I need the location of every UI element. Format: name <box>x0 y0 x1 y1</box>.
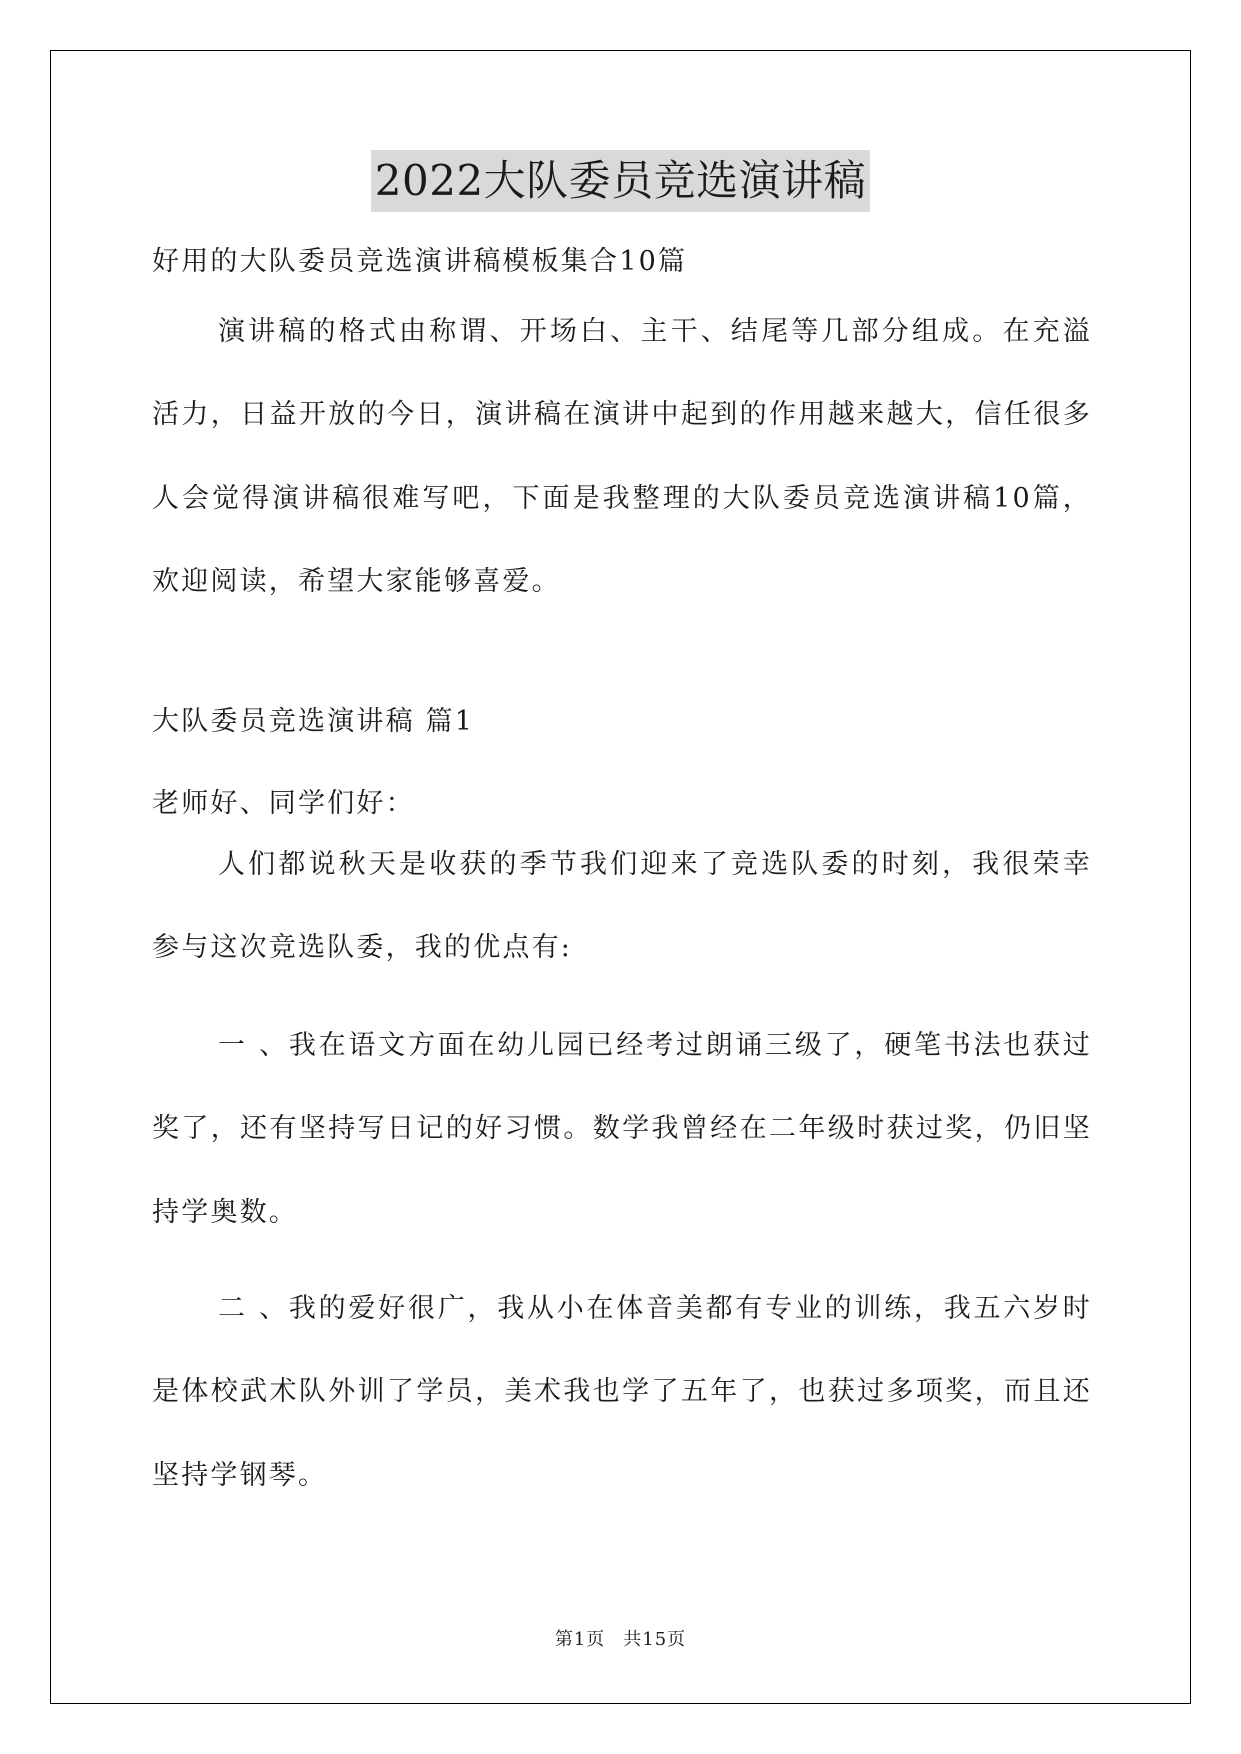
body-paragraph-3: 二 、我的爱好很广，我从小在体音美都有专业的训练，我五六岁时是体校武术队外训了学员，美术我也学了五年了，也获过多项奖，而且还坚持学钢琴。 <box>152 1293 1092 1491</box>
body-paragraph-2: 一 、我在语文方面在幼儿园已经考过朗诵三级了，硬笔书法也获过奖了，还有坚持写日记的好习惯。数学我曾经在二年级时获过奖，仍旧坚持学奥数。 <box>152 1030 1092 1228</box>
intro-paragraph: 演讲稿的格式由称谓、开场白、主干、结尾等几部分组成。在充溢活力，日益开放的今日，演讲稿在演讲中起到的作用越来越大，信任很多人会觉得演讲稿很难写吧，下面是我整理的大队委员竞选演讲稿10篇，欢迎阅读，希望大家能够喜爱。 <box>152 316 1092 597</box>
section-heading: 大队委员竞选演讲稿 篇1 <box>152 706 475 737</box>
total-pages: 共15页 <box>623 1629 687 1650</box>
page-number: 第1页 <box>554 1629 606 1650</box>
title-block <box>0 150 1241 212</box>
document-subtitle: 好用的大队委员竞选演讲稿模板集合10篇 <box>152 246 688 277</box>
body-paragraph-1: 人们都说秋天是收获的季节我们迎来了竞选队委的时刻，我很荣幸参与这次竞选队委，我的优点有: <box>152 849 1092 964</box>
greeting: 老师好、同学们好： <box>152 788 415 819</box>
page-footer <box>0 1625 1241 1651</box>
document-title: 2022大队委员竞选演讲稿 <box>371 150 870 212</box>
